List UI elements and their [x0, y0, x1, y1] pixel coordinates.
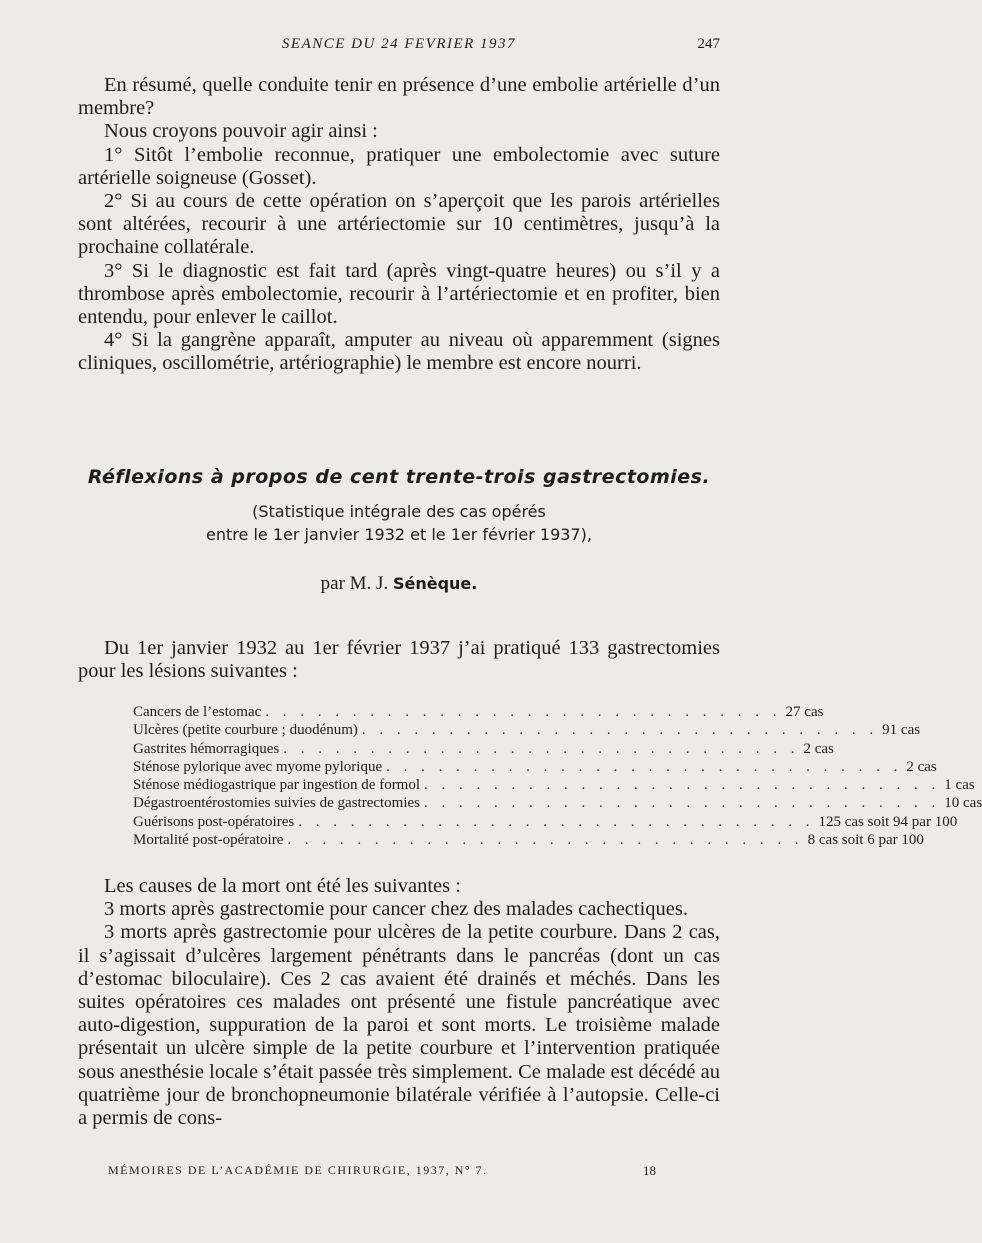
author-line [78, 573, 720, 595]
stat-row: Mortalité post-opératoire . . . . . . . . . . . . . . . . . . . . . . . . . . . . . . 8 cas soit 6 par 100 [133, 832, 924, 849]
paragraph: 3° Si le diagnostic est fait tard (après vingt-quatre heures) ou s’il y a thrombose après embolectomie, recourir à l’artériectomie et en profiter, bien entendu, pour enlever le caillot. [78, 259, 720, 329]
stat-label: Guérisons post-opératoires [133, 813, 295, 830]
stat-value: 2 cas [803, 740, 834, 757]
stat-row: Sténose médiogastrique par ingestion de formol . . . . . . . . . . . . . . . . . . . . . . . . . . . . . . 1 cas [133, 777, 975, 794]
stat-row: Guérisons post-opératoires . . . . . . . . . . . . . . . . . . . . . . . . . . . . . . 125 cas soit 94 par 100 [133, 813, 958, 830]
stat-row: Gastrites hémorragiques . . . . . . . . . . . . . . . . . . . . . . . . . . . . . . 2 cas [133, 740, 834, 757]
page-number: 247 [697, 36, 720, 52]
stat-row: Sténose pylorique avec myome pylorique . . . . . . . . . . . . . . . . . . . . . . . . . . . . . . 2 cas [133, 758, 937, 775]
statistics-table [133, 703, 982, 849]
causes-text [78, 875, 720, 1130]
stat-row: Cancers de l’estomac . . . . . . . . . . . . . . . . . . . . . . . . . . . . . . 27 cas [133, 704, 824, 720]
journal-citation: MÉMOIRES DE L’ACADÉMIE DE CHIRURGIE, 1937, N° 7. [108, 1163, 488, 1177]
article-title: Réflexions à propos de cent trente-trois gastrectomies. [87, 466, 711, 488]
stat-value: 8 cas soit 6 par 100 [807, 832, 924, 849]
paragraph: 1° Sitôt l’embolie reconnue, pratiquer une embolectomie avec suture artérielle soigneuse (Gosset). [78, 143, 720, 189]
paragraph: 2° Si au cours de cette opération on s’aperçoit que les parois artérielles sont altérées, recourir à une artériectomie sur 10 centimètres, jusqu’à la prochaine collatérale. [78, 190, 720, 259]
stat-label: Sténose médiogastrique par ingestion de formol [133, 777, 421, 794]
stat-label: Cancers de l’estomac [133, 704, 262, 720]
paragraph: Les causes de la mort ont été les suivantes : [104, 875, 461, 897]
paragraph: Nous croyons pouvoir agir ainsi : [104, 120, 378, 143]
stat-row: Ulcères (petite courbure ; duodénum) . . . . . . . . . . . . . . . . . . . . . . . . . . . . . . 91 cas [133, 722, 921, 739]
author-prefix: par M. J. [320, 573, 389, 594]
stat-value: 27 cas [785, 704, 824, 720]
stat-label: Dégastroentérostomies suivies de gastrectomies [133, 795, 421, 812]
intro-text [78, 637, 720, 683]
signature-mark: 18 [643, 1163, 656, 1178]
paragraph: 3 morts après gastrectomie pour cancer chez des malades cachectiques. [104, 898, 688, 921]
paragraph: En résumé, quelle conduite tenir en présence d’une embolie artérielle d’un membre? [78, 74, 720, 120]
article-subtitle [78, 500, 720, 546]
running-header [78, 36, 720, 60]
page-footer [78, 1163, 720, 1183]
author-name: Sénèque. [392, 574, 478, 593]
stat-value: 91 cas [882, 722, 921, 739]
paragraph: Du 1er janvier 1932 au 1er février 1937 j’ai pratiqué 133 gastrectomies pour les lésions suivantes : [78, 637, 720, 683]
stat-value: 1 cas [944, 777, 975, 794]
paragraph: 3 morts après gastrectomie pour ulcères de la petite courbure. Dans 2 cas, il s’agissait d’ulcères largement pénétrants dans le pancréas (dont un cas d’estomac biloculaire). Ces 2 cas avaient été drainés et méchés. Dans les suites opératoires ces malades ont présenté une fistule pancréatique avec auto-digestion, suppuration de la paroi et sont morts. Le troisième malade présentait un ulcère simple de la petite courbure et l’intervention pratiquée sous anesthésie locale s’était passée très simplement. Ce malade est décédé au quatrième jour de bronchopneumonie bilatérale vérifiée à l’autopsie. Celle-ci a permis de cons- [78, 921, 720, 1130]
running-title: SEANCE DU 24 FEVRIER 1937 [281, 36, 517, 52]
subtitle-line: (Statistique intégrale des cas opérés [252, 502, 546, 521]
stat-value: 2 cas [906, 758, 937, 775]
subtitle-line: entre le 1er janvier 1932 et le 1er février 1937), [206, 525, 592, 544]
stat-label: Gastrites hémorragiques [133, 740, 280, 757]
stat-label: Sténose pylorique avec myome pylorique [133, 758, 383, 775]
stat-label: Mortalité post-opératoire [133, 832, 284, 849]
conclusion-text [78, 74, 720, 376]
stat-row: Dégastroentérostomies suivies de gastrectomies . . . . . . . . . . . . . . . . . . . . . . . . . . . . . . 10 cas [133, 795, 982, 812]
stat-value: 10 cas [944, 795, 982, 812]
paragraph: 4° Si la gangrène apparaît, amputer au niveau où apparemment (signes cliniques, oscillométrie, artériographie) le membre est encore nourri. [78, 329, 720, 375]
stat-value: 125 cas soit 94 par 100 [818, 813, 958, 830]
stat-label: Ulcères (petite courbure ; duodénum) [133, 722, 358, 739]
